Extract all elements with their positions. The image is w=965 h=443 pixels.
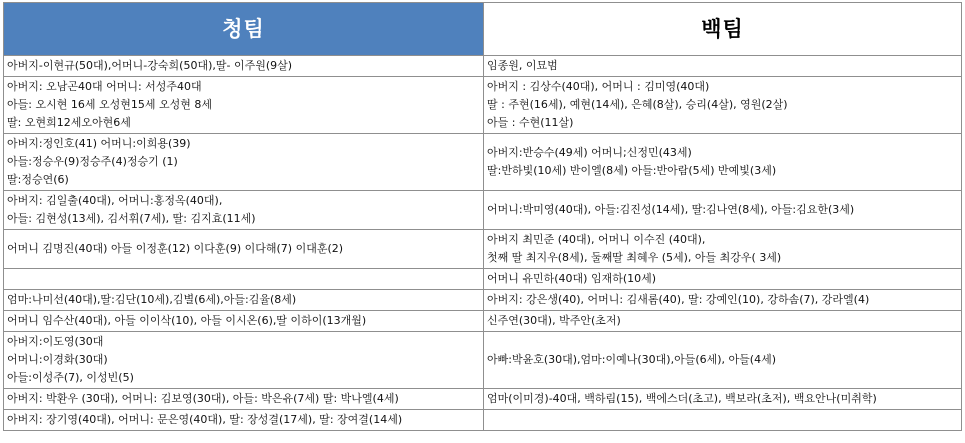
blue-team-family-cell [4, 134, 484, 191]
family-member-line: 딸:정승연(6) [7, 173, 69, 186]
roster-row [4, 290, 962, 311]
roster-row [4, 311, 962, 332]
blue-team-family-cell [4, 191, 484, 230]
family-member-line: 어머니 유민하(40대) 임재하(10세) [487, 272, 657, 285]
roster-row [4, 191, 962, 230]
family-member-line: 아들:이성주(7), 이성빈(5) [7, 371, 134, 384]
blue-team-family-cell [4, 389, 484, 410]
roster-row [4, 134, 962, 191]
white-team-family-cell [484, 332, 962, 389]
family-member-line: 임종원, 이묘범 [487, 59, 558, 72]
blue-team-family-cell [4, 332, 484, 389]
family-member-line: 아빠:박윤호(30대),엄마:이예나(30대),아들(6세), 아들(4세) [487, 353, 776, 366]
family-member-line: 아들:정승우(9)정승주(4)정승기 (1) [7, 155, 178, 168]
blue-team-family-cell [4, 311, 484, 332]
family-member-line: 딸: 오현희12세오아현6세 [7, 116, 131, 129]
family-member-line: 어머니:박미영(40대), 아들:김진성(14세), 딸:김나연(8세), 아들:김요한(3세) [487, 203, 855, 216]
roster-row [4, 230, 962, 269]
family-member-line: 엄마:나미선(40대),딸:김단(10세),김별(6세),아들:김율(8세) [7, 293, 297, 306]
roster-row [4, 410, 962, 431]
white-team-family-cell [484, 230, 962, 269]
family-member-line: 엄마(이미경)-40대, 백하림(15), 백에스더(초고), 백보라(초저), 백요안나(미취학) [487, 392, 877, 405]
team-roster-table [3, 2, 962, 431]
blue-team-family-cell [4, 230, 484, 269]
blue-team-family-cell [4, 77, 484, 134]
white-team-family-cell [484, 191, 962, 230]
family-member-line: 아들: 오시현 16세 오성현15세 오성현 8세 [7, 98, 212, 111]
family-member-line: 아버지-이현규(50대),어머니-강숙희(50대),딸- 이주원(9살) [7, 59, 293, 72]
white-team-family-cell [484, 56, 962, 77]
family-member-line: 신주연(30대), 박주안(초저) [487, 314, 621, 327]
blue-team-family-cell [4, 56, 484, 77]
roster-body [4, 56, 962, 431]
family-member-line: 아버지: 강은생(40), 어머니: 김새롬(40), 딸: 강예인(10), 강하솜(7), 강라엘(4) [487, 293, 870, 306]
blue-team-family-cell [4, 269, 484, 290]
white-team-family-cell [484, 410, 962, 431]
roster-row [4, 332, 962, 389]
white-team-family-cell [484, 311, 962, 332]
family-member-line: 아버지:정인호(41) 어머니:이희용(39) [7, 137, 191, 150]
white-team-family-cell [484, 269, 962, 290]
roster-row [4, 269, 962, 290]
roster-row [4, 77, 962, 134]
family-member-line: 아버지: 오남곤40대 어머니: 서성주40대 [7, 80, 202, 93]
blue-team-family-cell [4, 410, 484, 431]
family-member-line: 어머니:이경화(30대) [7, 353, 108, 366]
family-member-line: 아들: 김현성(13세), 김서휘(7세), 딸: 김지효(11세) [7, 212, 256, 225]
family-member-line: 아버지: 장기영(40대), 어머니: 문은영(40대), 딸: 장성결(17세), 딸: 장여결(14세) [7, 413, 403, 426]
family-member-line: 딸 : 주현(16세), 예현(14세), 은혜(8살), 승리(4살), 영원(2살) [487, 98, 788, 111]
family-member-line: 아버지:반승수(49세) 어머니;신정민(43세) [487, 146, 692, 159]
family-member-line [7, 270, 480, 288]
family-member-line: 아버지: 박환우 (30대), 어머니: 김보영(30대), 아들: 박은유(7세) 딸: 박나엘(4세) [7, 392, 399, 405]
white-team-header: 백팀 [484, 3, 962, 56]
family-member-line: 어머니 임수산(40대), 아들 이이삭(10), 아들 이시온(6),딸 이하이(13개월) [7, 314, 367, 327]
roster-row [4, 389, 962, 410]
white-team-family-cell [484, 77, 962, 134]
family-member-line: 아버지:이도영(30대 [7, 335, 104, 348]
blue-team-family-cell [4, 290, 484, 311]
header-row [4, 3, 962, 56]
family-member-line [487, 411, 958, 429]
family-member-line: 어머니 김명진(40대) 아들 이정훈(12) 이다훈(9) 이다해(7) 이대훈(2) [7, 242, 344, 255]
white-team-family-cell [484, 290, 962, 311]
family-member-line: 아버지: 김일출(40대), 어머니:홍정옥(40대), [7, 194, 223, 207]
family-member-line: 아들 : 수현(11살) [487, 116, 574, 129]
white-team-family-cell [484, 389, 962, 410]
family-member-line: 첫째 딸 최지우(8세), 둘째딸 최혜우 (5세), 아들 최강우( 3세) [487, 251, 782, 264]
roster-row [4, 56, 962, 77]
family-member-line: 아버지 : 김상수(40대), 어머니 : 김미영(40대) [487, 80, 710, 93]
family-member-line: 딸:반하빛(10세) 반이엘(8세) 아들:반아람(5세) 반예빛(3세) [487, 164, 777, 177]
family-member-line: 아버지 최민준 (40대), 어머니 이수진 (40대), [487, 233, 706, 246]
white-team-family-cell [484, 134, 962, 191]
blue-team-header: 청팀 [4, 3, 484, 56]
